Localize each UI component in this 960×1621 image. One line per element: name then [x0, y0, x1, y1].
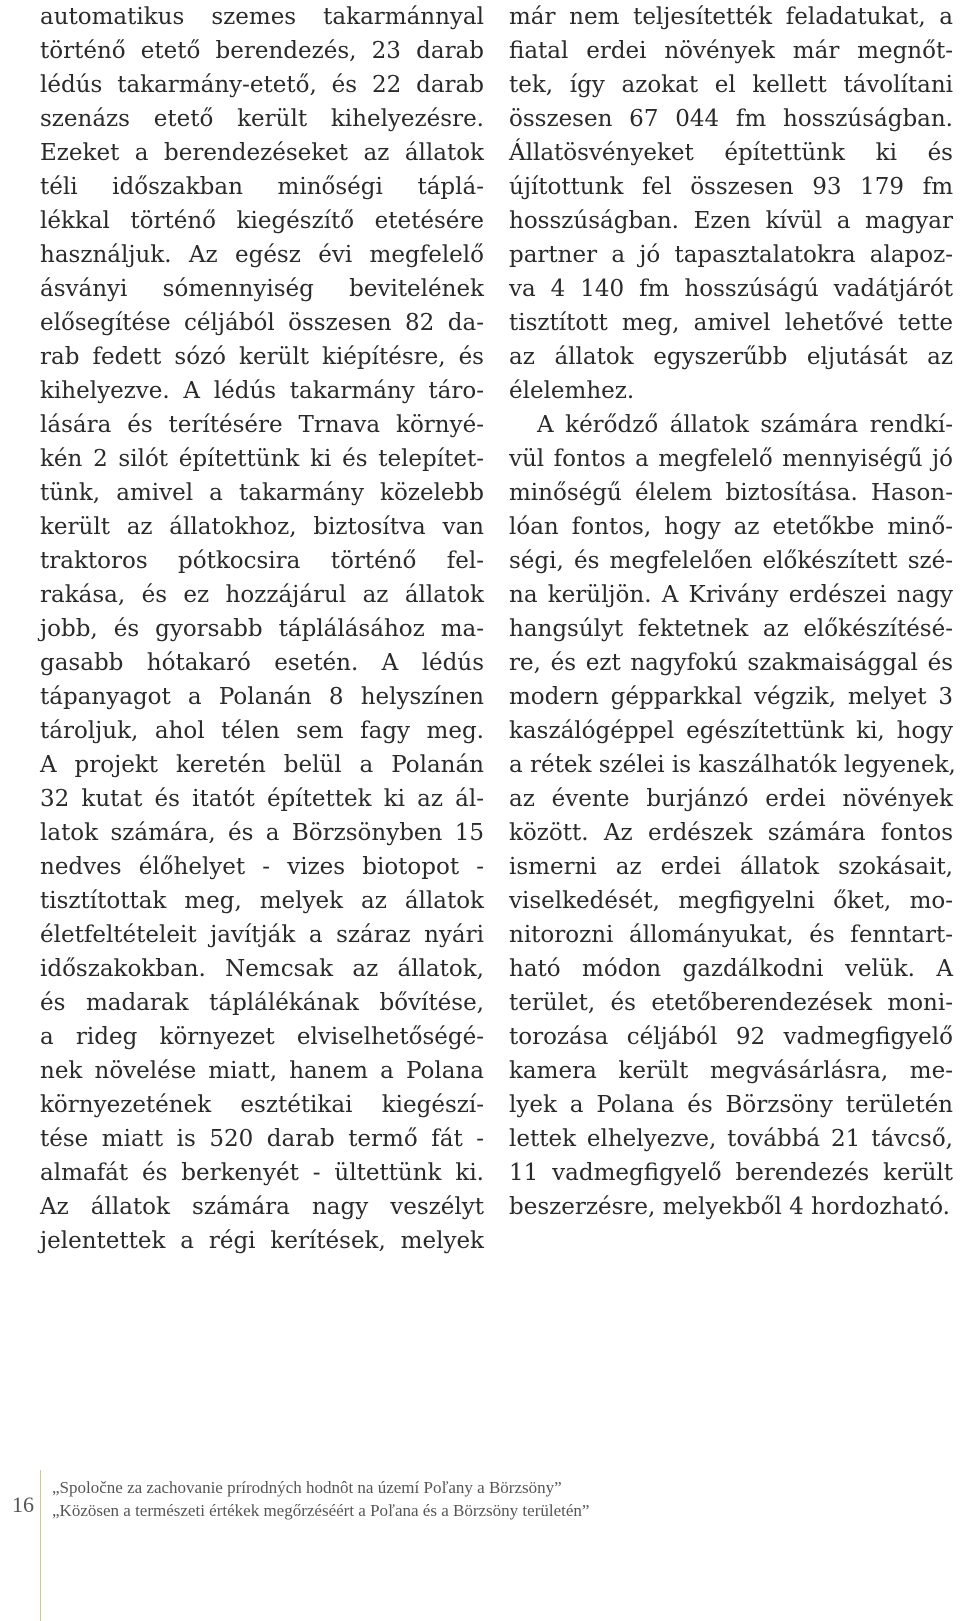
- text-line: terület, és etetőberendezések moni-: [509, 990, 953, 1016]
- text-line: téli időszakban minőségi táplá-: [40, 174, 484, 200]
- text-line: ismerni az erdei állatok szokásait,: [509, 854, 953, 880]
- text-line: lyek a Polana és Börzsöny területén: [509, 1092, 953, 1118]
- text-line: 32 kutat és itatót építettek ki az ál-: [40, 786, 484, 812]
- text-line: ható módon gazdálkodni velük. A: [509, 956, 953, 982]
- text-line: A projekt keretén belül a Polanán: [40, 752, 484, 778]
- footer-divider: [40, 1470, 41, 1621]
- text-line: almafát és berkenyét - ültettünk ki.: [40, 1160, 484, 1186]
- page-footer: [0, 1470, 960, 1621]
- text-line: hangsúlyt fektetnek az előkészítésé-: [509, 616, 953, 642]
- text-line: az évente burjánzó erdei növények: [509, 786, 953, 812]
- text-line: modern gépparkkal végzik, melyet 3: [509, 684, 953, 710]
- text-line: szenázs etető került kihelyezésre.: [40, 106, 484, 132]
- text-line: a rideg környezet elviselhetőségé-: [40, 1024, 484, 1050]
- text-line: történő etető berendezés, 23 darab: [40, 38, 484, 64]
- text-line: rab fedett sózó került kiépítésre, és: [40, 344, 484, 370]
- text-line: elősegítése céljából összesen 82 da-: [40, 310, 484, 336]
- text-line: kamera került megvásárlásra, me-: [509, 1058, 953, 1084]
- text-line: összesen 67 044 fm hosszúságban.: [509, 106, 953, 132]
- text-line: tése miatt is 520 darab termő fát -: [40, 1126, 484, 1152]
- text-line: tisztított meg, amivel lehetővé tette: [509, 310, 953, 336]
- footer-title-hungarian: „Közösen a természeti értékek megőrzéséért a Poľana és a Börzsöny területén”: [52, 1501, 590, 1520]
- text-line: gasabb hótakaró esetén. A lédús: [40, 650, 484, 676]
- text-line: tápanyagot a Polanán 8 helyszínen: [40, 684, 484, 710]
- text-line: az állatok egyszerűbb eljutását az: [509, 344, 953, 370]
- text-line: na kerüljön. A Krivány erdészei nagy: [509, 582, 953, 608]
- text-line: tünk, amivel a takarmány közelebb: [40, 480, 484, 506]
- text-line: már nem teljesítették feladatukat, a: [509, 4, 953, 30]
- text-line: vül fontos a megfelelő mennyiségű jó: [509, 446, 953, 472]
- text-line: torozása céljából 92 vadmegfigyelő: [509, 1024, 953, 1050]
- text-line: viselkedését, megfigyelni őket, mo-: [509, 888, 953, 914]
- text-line: tek, így azokat el kellett távolítani: [509, 72, 953, 98]
- text-line: között. Az erdészek számára fontos: [509, 820, 953, 846]
- text-line: és madarak táplálékának bővítése,: [40, 990, 484, 1016]
- text-line: 11 vadmegfigyelő berendezés került: [509, 1160, 953, 1186]
- text-line: ásványi sómennyiség bevitelének: [40, 276, 484, 302]
- text-line: Állatösvényeket építettünk ki és: [509, 140, 953, 166]
- text-line: minőségű élelem biztosítása. Hason-: [509, 480, 953, 506]
- text-line: időszakokban. Nemcsak az állatok,: [40, 956, 484, 982]
- text-line: kihelyezve. A lédús takarmány táro-: [40, 378, 484, 404]
- text-line: lédús takarmány-etető, és 22 darab: [40, 72, 484, 98]
- text-line: tároljuk, ahol télen sem fagy meg.: [40, 718, 484, 744]
- text-line: lettek elhelyezve, továbbá 21 távcső,: [509, 1126, 953, 1152]
- footer-title-slovak: „Spoločne za zachovanie prírodných hodnôt na území Poľany a Börzsöny”: [52, 1478, 562, 1497]
- text-line: re, és ezt nagyfokú szakmaisággal és: [509, 650, 953, 676]
- text-line: hosszúságban. Ezen kívül a magyar: [509, 208, 953, 234]
- text-line: rakása, és ez hozzájárul az állatok: [40, 582, 484, 608]
- text-line: ségi, és megfelelően előkészített szé-: [509, 548, 953, 574]
- text-line: partner a jó tapasztalatokra alapoz-: [509, 242, 953, 268]
- page-number: 16: [12, 1492, 34, 1517]
- text-line: kén 2 silót építettünk ki és telepítet-: [40, 446, 484, 472]
- text-line: került az állatokhoz, biztosítva van: [40, 514, 484, 540]
- text-line: jelentettek a régi kerítések, melyek: [40, 1228, 484, 1254]
- left-text-column: [40, 0, 484, 1258]
- text-line: lóan fontos, hogy az etetőkbe minő-: [509, 514, 953, 540]
- footer-project-title: [52, 1476, 589, 1522]
- text-line: a rétek szélei is kaszálhatók legyenek,: [509, 752, 956, 778]
- text-line: lékkal történő kiegészítő etetésére: [40, 208, 484, 234]
- text-line: Az állatok számára nagy veszélyt: [40, 1194, 484, 1220]
- text-line: A kérődző állatok számára rendkí-: [537, 412, 953, 438]
- text-line: nitorozni állományukat, és fenntart-: [509, 922, 953, 948]
- text-line: traktoros pótkocsira történő fel-: [40, 548, 484, 574]
- text-line: környezetének esztétikai kiegészí-: [40, 1092, 484, 1118]
- text-line: élelemhez.: [509, 378, 635, 404]
- text-line: fiatal erdei növények már megnőt-: [509, 38, 953, 64]
- text-line: Ezeket a berendezéseket az állatok: [40, 140, 484, 166]
- text-line: va 4 140 fm hosszúságú vadátjárót: [509, 276, 953, 302]
- text-line: használjuk. Az egész évi megfelelő: [40, 242, 484, 268]
- text-line: tisztítottak meg, melyek az állatok: [40, 888, 484, 914]
- text-line: automatikus szemes takarmánnyal: [40, 4, 484, 30]
- text-line: nedves élőhelyet - vizes biotopot -: [40, 854, 484, 880]
- text-line: kaszálógéppel egészítettünk ki, hogy: [509, 718, 953, 744]
- text-line: beszerzésre, melyekből 4 hordozható.: [509, 1194, 950, 1220]
- right-text-column: [509, 0, 956, 1224]
- text-line: nek növelése miatt, hanem a Polana: [40, 1058, 484, 1084]
- text-line: latok számára, és a Börzsönyben 15: [40, 820, 484, 846]
- text-line: lására és terítésére Trnava környé-: [40, 412, 484, 438]
- text-line: újítottunk fel összesen 93 179 fm: [509, 174, 953, 200]
- text-line: jobb, és gyorsabb táplálásához ma-: [40, 616, 484, 642]
- text-line: életfeltételeit javítják a száraz nyári: [40, 922, 484, 948]
